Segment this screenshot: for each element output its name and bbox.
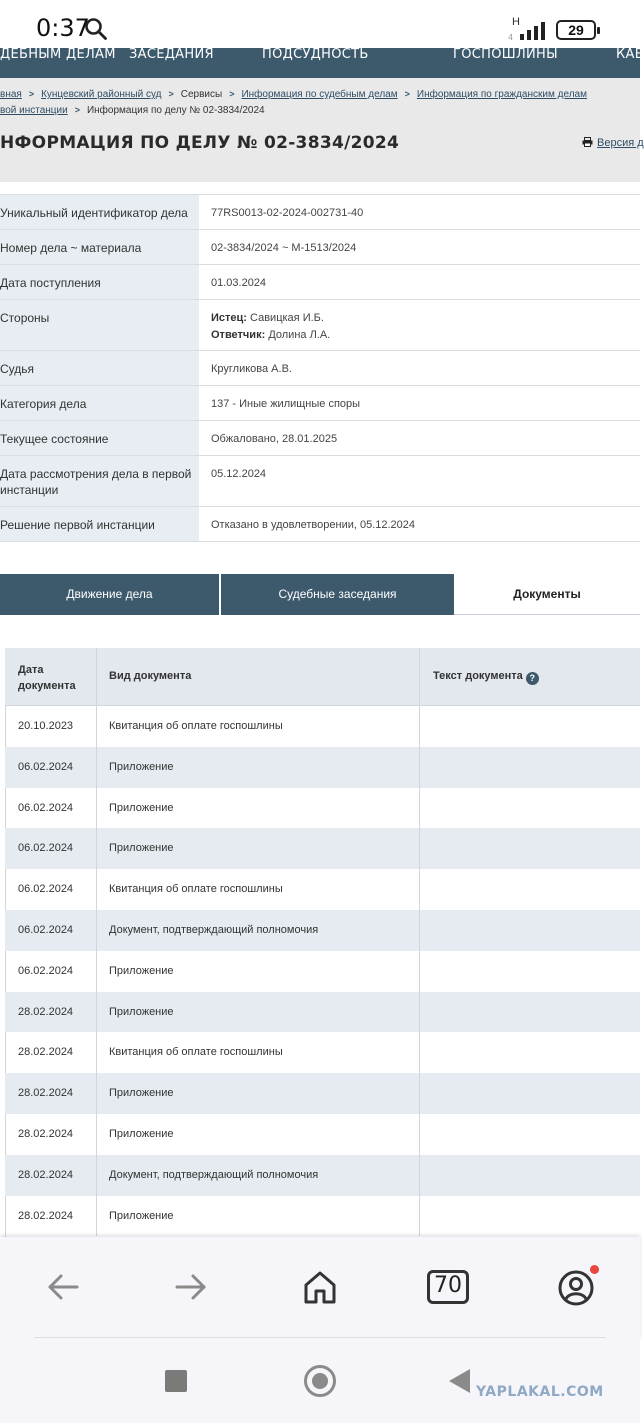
- table-row: [5, 910, 640, 951]
- header-type: Вид документа: [97, 648, 420, 705]
- info-row: [0, 351, 640, 386]
- doc-type: Квитанция об оплате госпошлины: [97, 1032, 420, 1073]
- page-header: [0, 78, 644, 182]
- info-label: Судья: [0, 351, 199, 385]
- doc-text-cell: [420, 1196, 640, 1237]
- notification-dot: [590, 1265, 599, 1274]
- doc-date: 06.02.2024: [5, 951, 97, 992]
- info-value: Обжаловано, 28.01.2025: [211, 433, 338, 445]
- nav-item-cases[interactable]: ДЕБНЫМ ДЕЛАМ: [0, 47, 116, 62]
- doc-type: Приложение: [97, 1073, 420, 1114]
- doc-type: Приложение: [97, 992, 420, 1033]
- doc-type: Квитанция об оплате госпошлины: [97, 869, 420, 910]
- info-value: 02-3834/2024 ~ М-1513/2024: [211, 242, 357, 254]
- doc-date: 06.02.2024: [5, 910, 97, 951]
- doc-date: 28.02.2024: [5, 1196, 97, 1237]
- search-icon: [84, 17, 108, 41]
- signal-icon: [508, 20, 552, 42]
- plaintiff-label: Истец:: [211, 312, 247, 324]
- info-row: [0, 421, 640, 456]
- arrow-left-icon[interactable]: [46, 1271, 80, 1303]
- tab-hearings[interactable]: Судебные заседания: [221, 574, 454, 615]
- documents-table: [5, 648, 640, 1236]
- chevron-right-icon: >: [229, 89, 235, 99]
- info-row: [0, 265, 640, 300]
- plaintiff-name: Савицкая И.Б.: [250, 312, 324, 324]
- tab-documents[interactable]: Документы: [454, 574, 640, 615]
- doc-date: 06.02.2024: [5, 828, 97, 869]
- doc-text-cell: [420, 747, 640, 788]
- info-label: Решение первой инстанции: [0, 507, 199, 541]
- table-row: [5, 992, 640, 1033]
- status-bar: [0, 0, 640, 48]
- table-row: [5, 747, 640, 788]
- info-label: Дата рассмотрения дела в первой инстанции: [0, 456, 199, 506]
- breadcrumb-court[interactable]: Кунцевский районный суд: [41, 89, 162, 100]
- table-row: [5, 869, 640, 910]
- defendant-label: Ответчик:: [211, 329, 266, 341]
- doc-date: 06.02.2024: [5, 788, 97, 829]
- doc-text-cell: [420, 951, 640, 992]
- case-tabs: [0, 574, 640, 615]
- breadcrumb-home[interactable]: вная: [0, 89, 22, 100]
- print-version-link[interactable]: [582, 137, 644, 149]
- doc-text-cell: [420, 1032, 640, 1073]
- info-label: Номер дела ~ материала: [0, 230, 199, 264]
- nav-item-cabinet[interactable]: КАБ: [616, 47, 644, 62]
- breadcrumb-services: Сервисы: [180, 89, 223, 100]
- table-row: [5, 788, 640, 829]
- network-type-label: H: [512, 16, 520, 28]
- doc-text-cell: [420, 706, 640, 747]
- info-value: 05.12.2024: [211, 468, 267, 480]
- table-row: [5, 1073, 640, 1114]
- info-value: Кругликова А.В.: [211, 363, 292, 375]
- table-row: [5, 1032, 640, 1073]
- doc-date: 28.02.2024: [5, 1032, 97, 1073]
- nav-item-hearings[interactable]: ЗАСЕДАНИЯ: [129, 47, 214, 62]
- info-row: [0, 456, 640, 507]
- table-row: [5, 828, 640, 869]
- info-label: Текущее состояние: [0, 421, 199, 455]
- doc-date: 06.02.2024: [5, 869, 97, 910]
- doc-date: 28.02.2024: [5, 1114, 97, 1155]
- chevron-right-icon: >: [404, 89, 410, 99]
- breadcrumb-civil-cases[interactable]: Информация по гражданским делам: [416, 89, 587, 100]
- info-row: [0, 195, 640, 230]
- home-icon[interactable]: [302, 1269, 338, 1305]
- doc-text-cell: [420, 910, 640, 951]
- watermark: YAPLAKAL.COM: [476, 1384, 604, 1400]
- status-time: 0:37: [36, 14, 90, 42]
- info-value: Отказано в удовлетворении, 05.12.2024: [211, 519, 416, 531]
- doc-type: Приложение: [97, 788, 420, 829]
- doc-type: Квитанция об оплате госпошлины: [97, 706, 420, 747]
- printer-icon: [582, 137, 593, 147]
- info-label: Уникальный идентификатор дела: [0, 195, 199, 229]
- doc-text-cell: [420, 828, 640, 869]
- doc-type: Приложение: [97, 747, 420, 788]
- breadcrumb-current: Информация по делу № 02-3834/2024: [86, 105, 265, 116]
- chevron-right-icon: >: [28, 89, 35, 99]
- doc-type: Документ, подтверждающий полномочия: [97, 1155, 420, 1196]
- profile-icon[interactable]: [557, 1269, 595, 1307]
- doc-type: Приложение: [97, 828, 420, 869]
- svg-text:4: 4: [508, 33, 514, 42]
- info-label: Дата поступления: [0, 265, 199, 299]
- chevron-right-icon: >: [74, 105, 80, 115]
- top-nav: [0, 47, 644, 78]
- info-row: [0, 507, 640, 542]
- tab-case-movement[interactable]: Движение дела: [0, 574, 219, 615]
- doc-date: 20.10.2023: [5, 706, 97, 747]
- info-value: 137 - Иные жилищные споры: [211, 398, 361, 410]
- info-label: Стороны: [0, 300, 199, 350]
- doc-type: Приложение: [97, 1114, 420, 1155]
- table-row: [5, 1114, 640, 1155]
- arrow-right-icon[interactable]: [174, 1271, 208, 1303]
- doc-date: 28.02.2024: [5, 1073, 97, 1114]
- table-row: [5, 1196, 640, 1237]
- table-row: [5, 951, 640, 992]
- defendant-name: Долина Л.А.: [268, 329, 331, 341]
- doc-type: Приложение: [97, 951, 420, 992]
- doc-text-cell: [420, 788, 640, 829]
- doc-text-cell: [420, 869, 640, 910]
- nav-item-jurisdiction[interactable]: ПОДСУДНОСТЬ: [262, 47, 369, 62]
- divider: [34, 1337, 606, 1338]
- header-text-cell: [420, 648, 640, 705]
- parties-value: [199, 300, 640, 350]
- header-text: Текст документа: [433, 670, 523, 682]
- doc-type: Документ, подтверждающий полномочия: [97, 910, 420, 951]
- battery-indicator: 29: [556, 20, 596, 40]
- documents-table-body: [5, 706, 640, 1236]
- page-title: НФОРМАЦИЯ ПО ДЕЛУ № 02-3834/2024: [0, 133, 400, 153]
- tabs-counter-button[interactable]: 70: [427, 1270, 469, 1304]
- case-info-table: [0, 194, 640, 542]
- nav-item-fees[interactable]: ГОСПОШЛИНЫ: [453, 47, 558, 62]
- breadcrumb-court-cases[interactable]: Информация по судебным делам: [241, 89, 398, 100]
- header-date: Дата документа: [5, 648, 97, 705]
- table-row: [5, 1155, 640, 1196]
- info-value: 01.03.2024: [211, 277, 267, 289]
- documents-table-header: [5, 648, 640, 706]
- breadcrumb-first-instance[interactable]: вой инстанции: [0, 105, 68, 116]
- doc-text-cell: [420, 1073, 640, 1114]
- table-row: [5, 706, 640, 747]
- doc-date: 28.02.2024: [5, 1155, 97, 1196]
- print-version-label: Версия д: [597, 137, 644, 149]
- recent-apps-button[interactable]: [165, 1370, 187, 1392]
- doc-type: Приложение: [97, 1196, 420, 1237]
- doc-text-cell: [420, 1155, 640, 1196]
- info-row: [0, 300, 640, 351]
- doc-text-cell: [420, 1114, 640, 1155]
- info-value: 77RS0013-02-2024-002731-40: [211, 207, 364, 219]
- info-label: Категория дела: [0, 386, 199, 420]
- doc-date: 28.02.2024: [5, 992, 97, 1033]
- back-nav-button[interactable]: [449, 1369, 470, 1393]
- info-row: [0, 230, 640, 265]
- help-icon[interactable]: ?: [526, 672, 539, 685]
- chevron-right-icon: >: [168, 89, 174, 99]
- doc-date: 06.02.2024: [5, 747, 97, 788]
- info-row: [0, 386, 640, 421]
- doc-text-cell: [420, 992, 640, 1033]
- home-nav-button[interactable]: [304, 1365, 336, 1397]
